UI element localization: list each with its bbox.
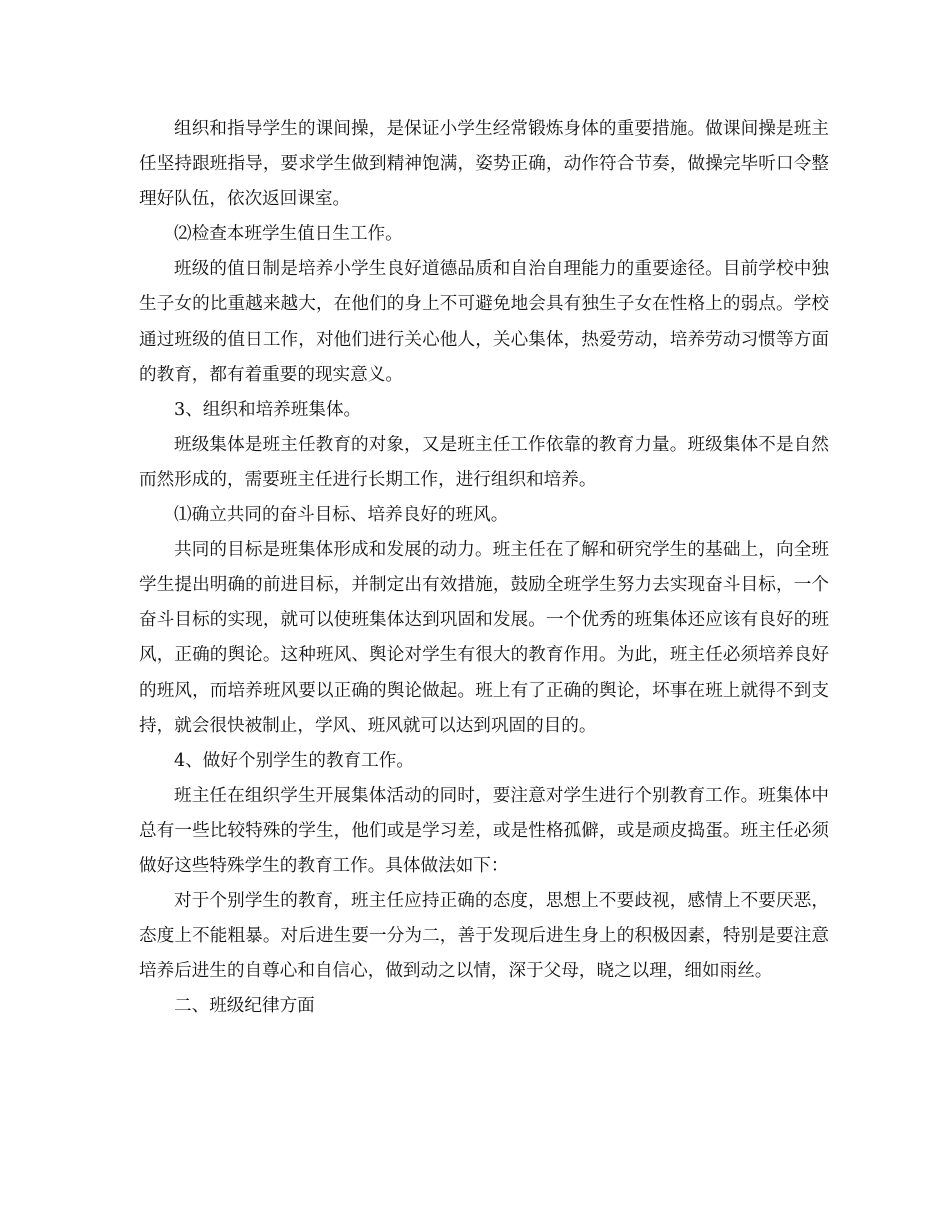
subheading-duty-check: ⑵检查本班学生值日生工作。	[174, 224, 403, 245]
paragraph-class-collective: 班级集体是班主任教育的对象，又是班主任工作依靠的教育力量。班级集体不是自然而然形成的，需要班主任进行长期工作，进行组织和培养。	[139, 434, 829, 490]
subheading-common-goal: ⑴确立共同的奋斗目标、培养良好的班风。	[174, 505, 509, 526]
heading-individual-education: 4、做好个别学生的教育工作。	[174, 750, 414, 771]
document-body	[139, 112, 829, 1024]
paragraph-duty-system: 班级的值日制是培养小学生良好道德品质和自治自理能力的重要途径。目前学校中独生子女的比重越来越大，在他们的身上不可避免地会具有独生子女在性格上的弱点。学校通过班级的值日工作，对他们进行关心他人，关心集体，热爱劳动，培养劳动习惯等方面的教育，都有着重要的现实意义。	[139, 259, 829, 385]
heading-class-discipline: 二、班级纪律方面	[174, 996, 315, 1017]
paragraph-individual-education: 班主任在组织学生开展集体活动的同时，要注意对学生进行个别教育工作。班集体中总有一些比较特殊的学生，他们或是学习差，或是性格孤僻，或是顽皮捣蛋。班主任必须做好这些特殊学生的教育工作。具体做法如下：	[139, 785, 829, 876]
paragraph-exercise-guidance: 组织和指导学生的课间操，是保证小学生经常锻炼身体的重要措施。做课间操是班主任坚持跟班指导，要求学生做到精神饱满，姿势正确，动作符合节奏，做操完毕听口令整理好队伍，依次返回课室。	[139, 119, 829, 210]
paragraph-common-goal: 共同的目标是班集体形成和发展的动力。班主任在了解和研究学生的基础上，向全班学生提出明确的前进目标，并制定出有效措施，鼓励全班学生努力去实现奋斗目标，一个奋斗目标的实现，就可以使班集体达到巩固和发展。一个优秀的班集体还应该有良好的班风，正确的舆论。这种班风、舆论对学生有很大的教育作用。为此，班主任必须培养良好的班风，而培养班风要以正确的舆论做起。班上有了正确的舆论，坏事在班上就得不到支持，就会很快被制止，学风、班风就可以达到巩固的目的。	[139, 540, 829, 736]
paragraph-attitude: 对于个别学生的教育，班主任应持正确的态度，思想上不要歧视，感情上不要厌恶，态度上不能粗暴。对后进生要一分为二，善于发现后进生身上的积极因素，特别是要注意培养后进生的自尊心和自信心，做到动之以情，深于父母，晓之以理，细如雨丝。	[139, 891, 829, 982]
heading-organize-class: 3、组织和培养班集体。	[174, 399, 362, 420]
